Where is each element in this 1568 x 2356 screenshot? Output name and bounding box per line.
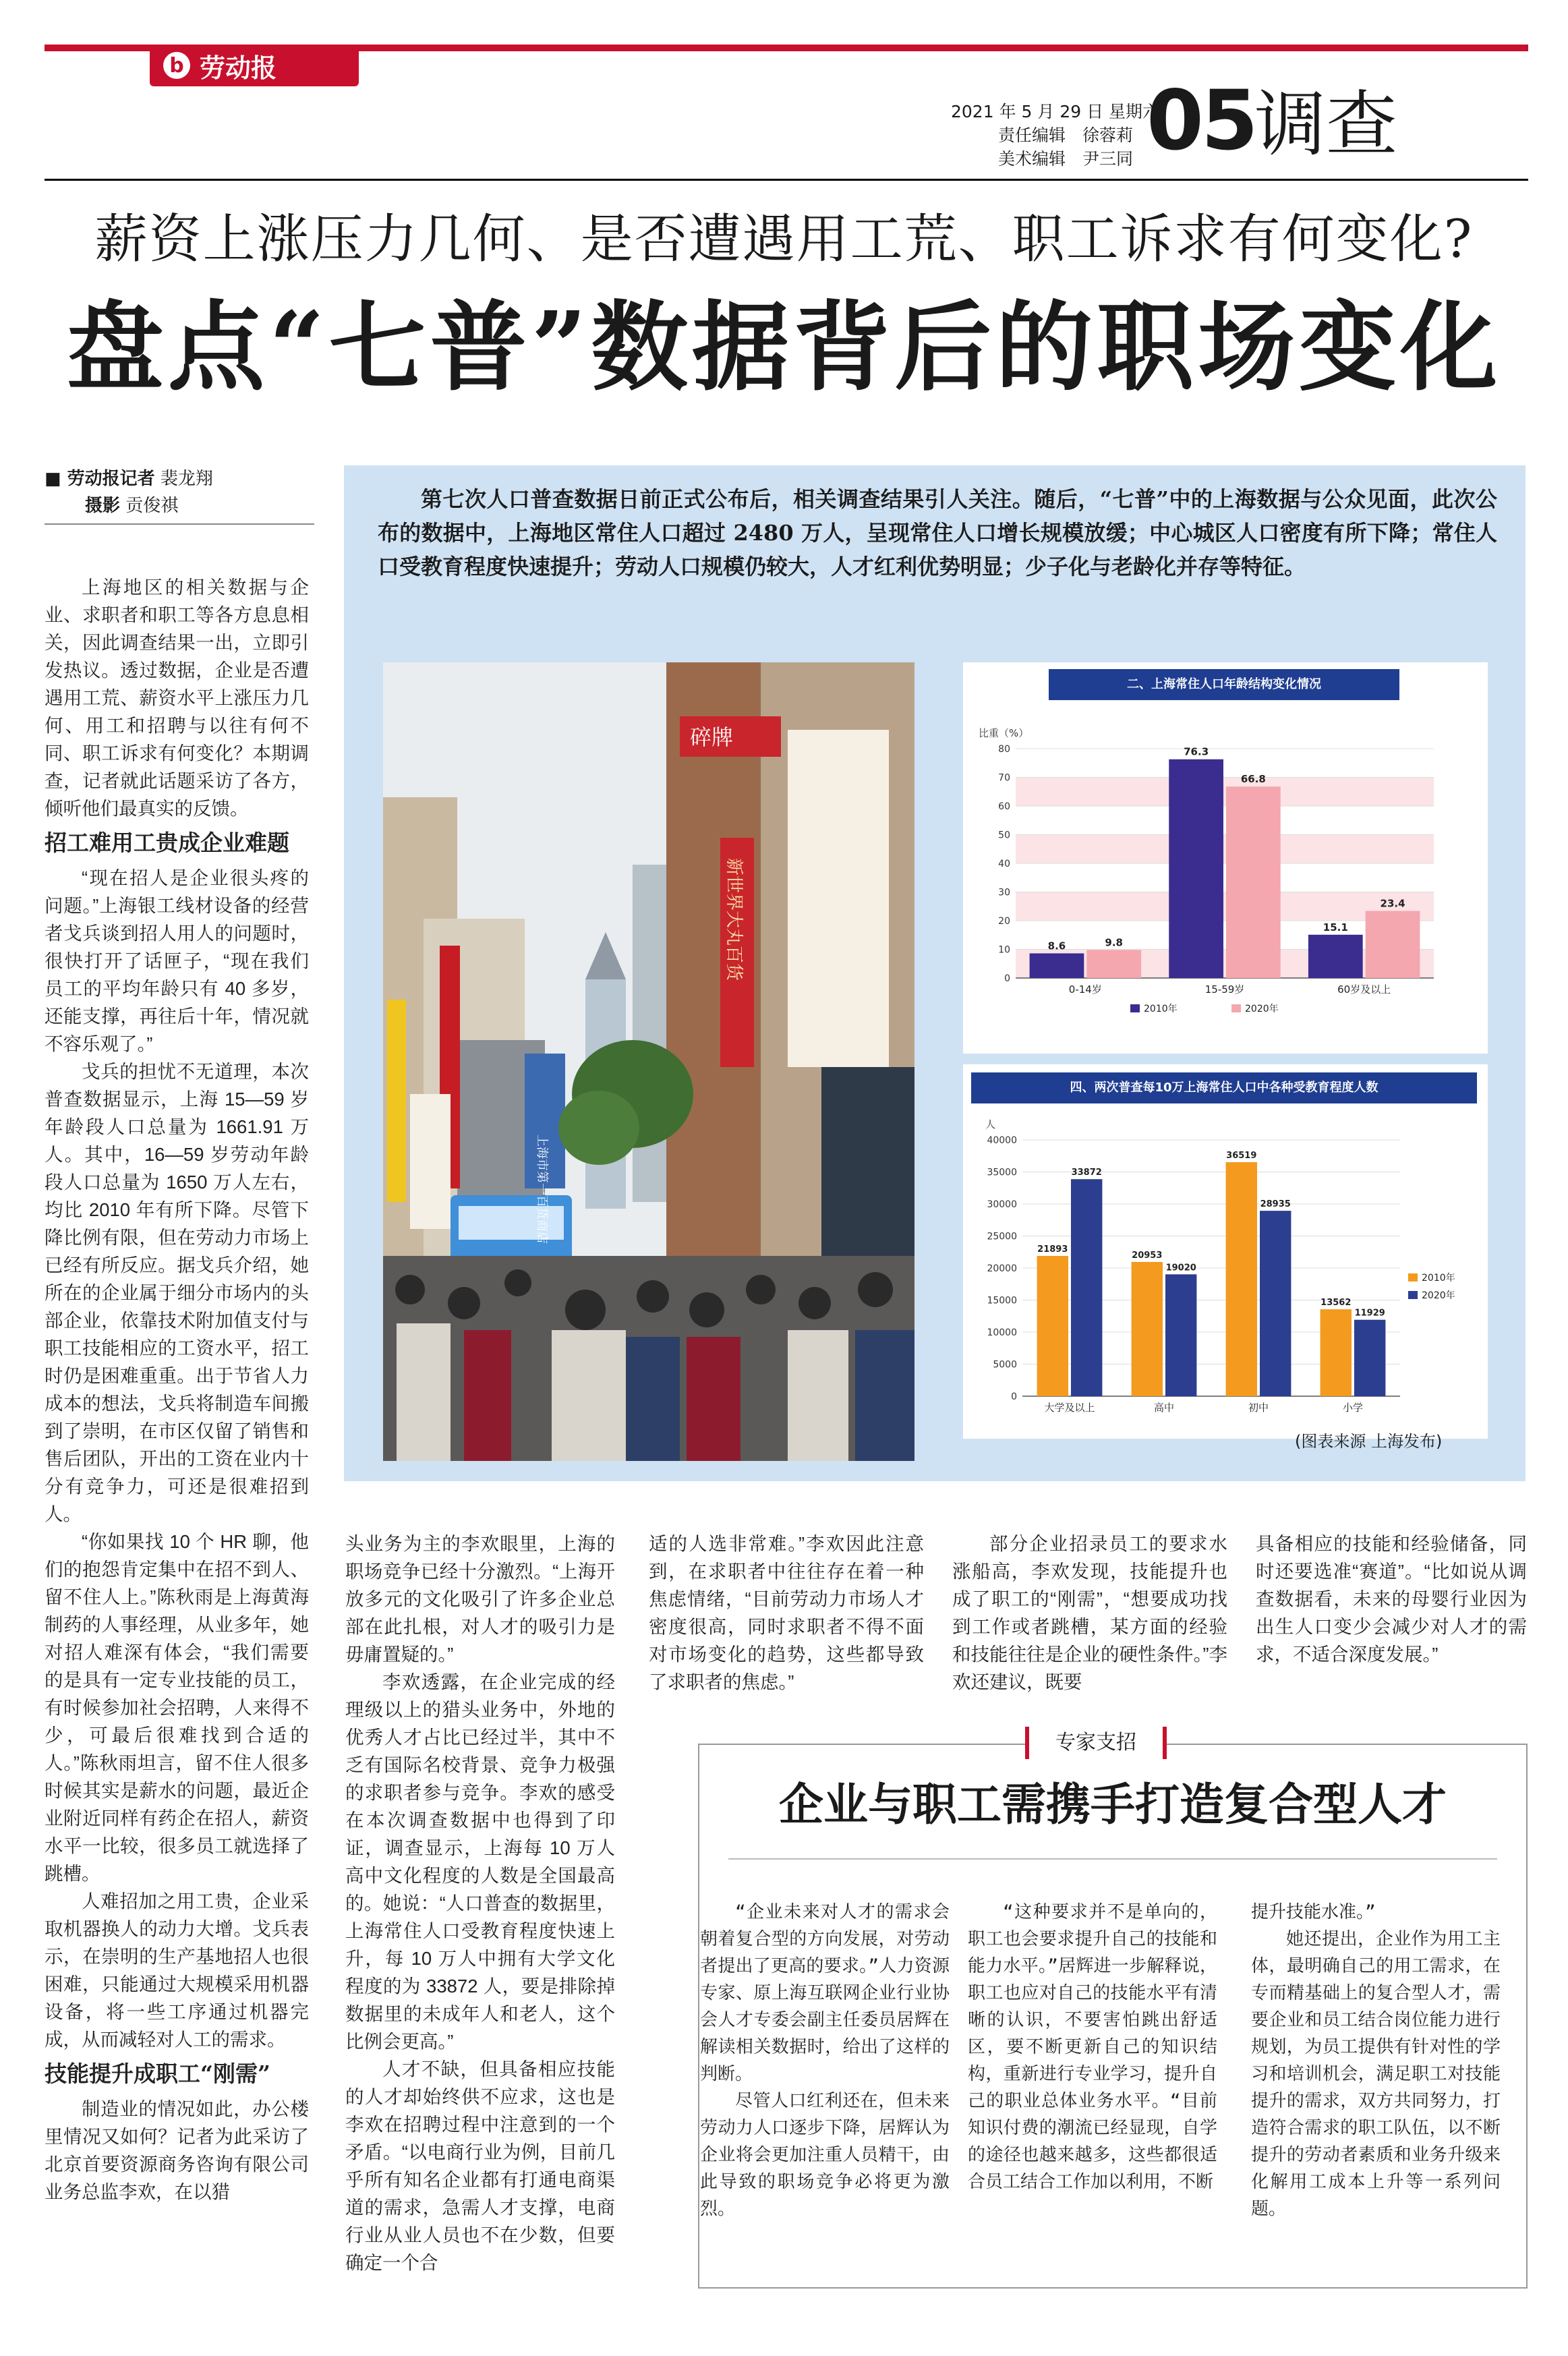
legend-swatch bbox=[1231, 1004, 1241, 1012]
byline bbox=[45, 465, 314, 525]
article-column-3 bbox=[649, 1530, 924, 1696]
x-tick-label: 高中 bbox=[1153, 1402, 1175, 1414]
masthead-divider bbox=[45, 179, 1528, 181]
section-heading: 技能提升成职工“刚需” bbox=[45, 2061, 270, 2087]
newspaper-logo bbox=[150, 45, 359, 86]
bar bbox=[1132, 1262, 1163, 1396]
legend-label: 2020年 bbox=[1245, 1004, 1279, 1014]
education-chart bbox=[963, 1106, 1488, 1433]
bar bbox=[1308, 935, 1363, 978]
chart-title: 二、上海常住人口年龄结构变化情况 bbox=[1049, 669, 1399, 700]
expert-divider bbox=[728, 1858, 1497, 1860]
editor-credit: 责任编辑 徐蓉莉 bbox=[997, 125, 1133, 145]
store-sign: 碎牌 bbox=[690, 724, 734, 750]
y-tick-label: 20 bbox=[998, 916, 1010, 927]
bar bbox=[1030, 953, 1084, 978]
y-tick-label: 30 bbox=[998, 887, 1010, 898]
y-tick-label: 5000 bbox=[993, 1359, 1017, 1371]
y-tick-label: 40 bbox=[998, 859, 1010, 869]
expert-paragraph: 尽管人口红利还在，但未来劳动力人口逐步下降，居辉认为企业将会更加注重人员精干，由此导致的职场竞争必将更为激烈。 bbox=[700, 2091, 950, 2219]
data-label: 19020 bbox=[1165, 1263, 1196, 1273]
y-tick-label: 40000 bbox=[987, 1135, 1017, 1146]
article-paragraph: 戈兵的担忧不无道理，本次普查数据显示，上海 15—59 岁年龄段人口总量为 1661.91 万人。其中，16—59 岁劳动年龄段人口总量为 1650 万人左右，均比 2010 年有所下降。尽管下降比例有限，但在劳动力市场上已经有所反应。据戈兵介绍，她所在的企业属于细分市场内的头部企业，依靠技术附加值支付与职工技能相应的工资水平，招工时仍是困难重重。出于节省人力成本的想法，戈兵将制造车间搬到了崇明，在市区仅留了销售和售后团队，开出的工资在业内十分有竞争力，可还是很难招到人。 bbox=[45, 1061, 309, 1524]
photo-label: 摄影 bbox=[85, 496, 121, 516]
article-paragraph: 部分企业招录员工的要求水涨船高，李欢发现，技能提升也成了职工的“刚需”，“想要成功找到工作或者跳槽，某方面的经验和技能往往是企业的硬性条件。”李欢还建议，既要 bbox=[952, 1533, 1227, 1692]
data-label: 9.8 bbox=[1105, 936, 1123, 949]
article-paragraph: “你如果找 10 个 HR 聊，他们的抱怨肯定集中在招不到人、留不住人上。”陈秋雨是上海黄海制药的人事经理，从业多年，她对招人难深有体会，“我们需要的是具有一定专业技能的员工，有时候参加社会招聘，人来得不少，可最后很难找到合适的人。”陈秋雨坦言，留不住人很多时候其实是薪水的问题，最近企业附近同样有药企在招人，薪资水平一比较，很多员工就选择了跳槽。 bbox=[45, 1531, 309, 1884]
x-tick-label: 大学及以上 bbox=[1044, 1402, 1095, 1414]
section-heading: 招工难用工贵成企业难题 bbox=[45, 830, 289, 856]
x-tick-label: 小学 bbox=[1342, 1402, 1364, 1414]
article-paragraph: 头业务为主的李欢眼里，上海的职场竞争已经十分激烈。“上海开放多元的文化吸引了许多企业总部在此扎根，对人才的吸引力是毋庸置疑的。” bbox=[345, 1533, 615, 1665]
bar bbox=[1165, 1274, 1196, 1396]
expert-column-3 bbox=[1251, 1899, 1501, 2222]
data-label: 21893 bbox=[1037, 1244, 1068, 1255]
article-paragraph: 适的人选非常难。”李欢因此注意到，在求职者中往往存在着一种焦虑情绪，“目前劳动力市场人才密度很高，同时求职者不得不面对市场变化的趋势，这些都导致了求职者的焦虑。” bbox=[649, 1533, 924, 1692]
age-structure-chart bbox=[963, 701, 1488, 1052]
y-tick-label: 80 bbox=[998, 744, 1010, 755]
y-tick-label: 0 bbox=[1011, 1391, 1017, 1402]
photographer-name: 贡俊祺 bbox=[125, 496, 179, 516]
y-tick-label: 70 bbox=[998, 772, 1010, 784]
y-tick-label: 10 bbox=[998, 944, 1010, 956]
data-label: 8.6 bbox=[1047, 940, 1066, 952]
article-column-1 bbox=[45, 573, 309, 2206]
reporter-name: 裴龙翔 bbox=[160, 469, 213, 489]
legend-label: 2010年 bbox=[1422, 1273, 1455, 1284]
legend-swatch bbox=[1408, 1273, 1418, 1282]
data-label: 36519 bbox=[1226, 1151, 1257, 1161]
expert-paragraph: 提升技能水准。” bbox=[1251, 1902, 1376, 1922]
bar bbox=[1226, 786, 1281, 978]
article-column-5 bbox=[1256, 1530, 1527, 1668]
y-tick-label: 35000 bbox=[987, 1167, 1017, 1178]
y-tick-label: 0 bbox=[1004, 973, 1010, 984]
reporter-label: ■ 劳动报记者 bbox=[45, 469, 155, 489]
y-tick-label: 10000 bbox=[987, 1327, 1017, 1338]
article-paragraph: 上海地区的相关数据与企业、求职者和职工等各方息息相关，因此调查结果一出，立即引发热议。透过数据，企业是否遭遇用工荒、薪资水平上涨压力几何、用工和招聘与以往有何不同、职工诉求有何变化？本期调查，记者就此话题采访了各方，倾听他们最真实的反馈。 bbox=[45, 577, 309, 819]
subheadline: 薪资上涨压力几何、是否遭遇用工荒、职工诉求有何变化? bbox=[94, 209, 1474, 270]
data-label: 11929 bbox=[1354, 1308, 1385, 1319]
street-photo bbox=[383, 662, 914, 1461]
bar bbox=[1037, 1256, 1068, 1396]
grid-band bbox=[1016, 778, 1434, 807]
section-name: 调查 bbox=[1254, 83, 1397, 166]
data-label: 15.1 bbox=[1323, 921, 1348, 933]
bar bbox=[1354, 1320, 1385, 1396]
y-tick-label: 60 bbox=[998, 801, 1010, 812]
article-paragraph: 具备相应的技能和经验储备，同时还要选准“赛道”。“比如说从调查数据看，未来的母婴行业因为出生人口变少会减少对人才的需求，不适合深度发展。” bbox=[1256, 1533, 1527, 1665]
store-sign: 上海市第一百货商店 bbox=[535, 1134, 549, 1244]
bar bbox=[1366, 911, 1420, 978]
expert-column-2 bbox=[968, 1899, 1217, 2195]
y-tick-label: 50 bbox=[998, 830, 1010, 841]
chart-source: (图表来源 上海发布) bbox=[1295, 1432, 1443, 1451]
logo-text: 劳动报 bbox=[200, 53, 277, 83]
expert-paragraph: 她还提出，企业作为用工主体，最明确自己的用工需求，在专而精基础上的复合型人才，需要企业和员工结合岗位能力进行规划，为员工提供有针对性的学习和培训机会，满足职工对技能提升的需求，双方共同努力，打造符合需求的职工队伍，以不断提升的劳动者素质和业务升级来化解用工成本上升等一系列问题。 bbox=[1251, 1929, 1501, 2219]
bar bbox=[1169, 759, 1223, 978]
article-paragraph: 人难招加之用工贵，企业采取机器换人的动力大增。戈兵表示，在崇明的生产基地招人也很困难，只能通过大规模采用机器设备，将一些工序通过机器完成，从而减轻对人工的需求。 bbox=[45, 1891, 309, 2050]
legend-swatch bbox=[1408, 1291, 1418, 1299]
bar bbox=[1226, 1162, 1257, 1396]
article-column-2 bbox=[345, 1530, 615, 2276]
data-label: 76.3 bbox=[1184, 745, 1209, 758]
nanjing-road-photo bbox=[383, 662, 914, 1461]
y-tick-label: 30000 bbox=[987, 1199, 1017, 1210]
logo-icon: b bbox=[163, 52, 190, 79]
bar bbox=[1320, 1309, 1352, 1396]
y-axis-label: 比重（%） bbox=[979, 727, 1029, 739]
summary-intro: 第七次人口普查数据日前正式公布后，相关调查结果引人关注。随后，“七普”中的上海数据与公众见面，此次公布的数据中，上海地区常住人口超过 2480 万人，呈现常住人口增长规模放缓；中心城区人口密度有所下降；常住人口受教育程度快速提升；劳动人口规模仍较大，人才红利优势明显；少子化与老龄化并存等特征。 bbox=[378, 486, 1497, 579]
y-tick-label: 15000 bbox=[987, 1295, 1017, 1306]
bar bbox=[1086, 950, 1141, 978]
data-label: 28935 bbox=[1260, 1199, 1291, 1210]
data-label: 20953 bbox=[1132, 1250, 1163, 1261]
data-label: 33872 bbox=[1071, 1168, 1102, 1178]
store-sign: 新世界大丸百货 bbox=[724, 858, 744, 981]
article-paragraph: “现在招人是企业很头疼的问题。”上海银工线材设备的经营者戈兵谈到招人用人的问题时，很快打开了话匣子，“现在我们员工的平均年龄只有 40 多岁，还能支撑，再往后十年，情况就不容乐观了。” bbox=[45, 867, 309, 1054]
expert-paragraph: “这种要求并不是单向的，职工也会要求提升自己的技能和能力水平。”居辉进一步解释说，职工也应对自己的技能水平有清晰的认识，不要害怕跳出舒适区，要不断更新自己的知识结构，重新进行专业学习，提升自己的职业总体业务水平。“目前知识付费的潮流已经显现，自学的途径也越来越多，这些都很适合员工结合工作加以利用，不断 bbox=[968, 1902, 1217, 2192]
x-tick-label: 60岁及以上 bbox=[1337, 983, 1391, 996]
expert-paragraph: “企业未来对人才的需求会朝着复合型的方向发展，对劳动者提出了更高的要求。”人力资源专家、原上海互联网企业行业协会人才专委会副主任委员居辉在解读相关数据时，给出了这样的判断。 bbox=[700, 1902, 950, 2084]
bar bbox=[1260, 1211, 1291, 1396]
legend-swatch bbox=[1130, 1004, 1140, 1012]
art-editor-credit: 美术编辑 尹三同 bbox=[997, 149, 1133, 169]
expert-title: 企业与职工需携手打造复合型人才 bbox=[779, 1778, 1447, 1831]
chart-title: 四、两次普查每10万上海常住人口中各种受教育程度人数 bbox=[971, 1072, 1477, 1103]
article-paragraph: 人才不缺，但具备相应技能的人才却始终供不应求，这也是李欢在招聘过程中注意到的一个矛盾。“以电商行业为例，目前几乎所有知名企业都有打通电商渠道的需求，急需人才支撑，电商行业从业人员也不在少数，但要确定一个合 bbox=[345, 2059, 615, 2273]
headline: 盘点“七普”数据背后的职场变化 bbox=[66, 290, 1502, 404]
legend-label: 2010年 bbox=[1144, 1004, 1178, 1014]
legend-label: 2020年 bbox=[1422, 1290, 1455, 1301]
expert-column-1 bbox=[700, 1899, 950, 2222]
article-paragraph: 制造业的情况如此，办公楼里情况又如何？记者为此采访了北京首要资源商务咨询有限公司业务总监李欢，在以猎 bbox=[45, 2098, 309, 2202]
x-tick-label: 0-14岁 bbox=[1068, 983, 1102, 996]
y-tick-label: 25000 bbox=[987, 1231, 1017, 1242]
y-axis-label: 人 bbox=[985, 1118, 996, 1130]
page-number: 05 bbox=[1146, 73, 1256, 169]
x-tick-label: 初中 bbox=[1248, 1402, 1269, 1414]
data-label: 66.8 bbox=[1240, 773, 1266, 786]
y-tick-label: 20000 bbox=[987, 1263, 1017, 1274]
bar bbox=[1071, 1179, 1102, 1396]
issue-meta bbox=[951, 100, 1160, 171]
data-label: 23.4 bbox=[1380, 897, 1405, 910]
x-tick-label: 15-59岁 bbox=[1204, 983, 1245, 996]
issue-date: 2021 年 5 月 29 日 星期六 bbox=[951, 102, 1160, 121]
grid-band bbox=[1016, 835, 1434, 864]
expert-label: 专家支招 bbox=[1025, 1727, 1167, 1759]
article-column-4 bbox=[952, 1530, 1227, 1696]
data-label: 13562 bbox=[1320, 1298, 1352, 1309]
article-paragraph: 李欢透露，在企业完成的经理级以上的猎头业务中，外地的优秀人才占比已经过半，其中不乏有国际名校背景、竞争力极强的求职者参与竞争。李欢的感受在本次调查数据中也得到了印证，调查显示，上海每 10 万人高中文化程度的人数是全国最高的。她说：“人口普查的数据里，上海常住人口受教育程度快速上升，每 10 万人中拥有大学文化程度的为 33872 人，要是排除掉数据里的未成年人和老人，这个比例会更高。” bbox=[345, 1671, 615, 2052]
